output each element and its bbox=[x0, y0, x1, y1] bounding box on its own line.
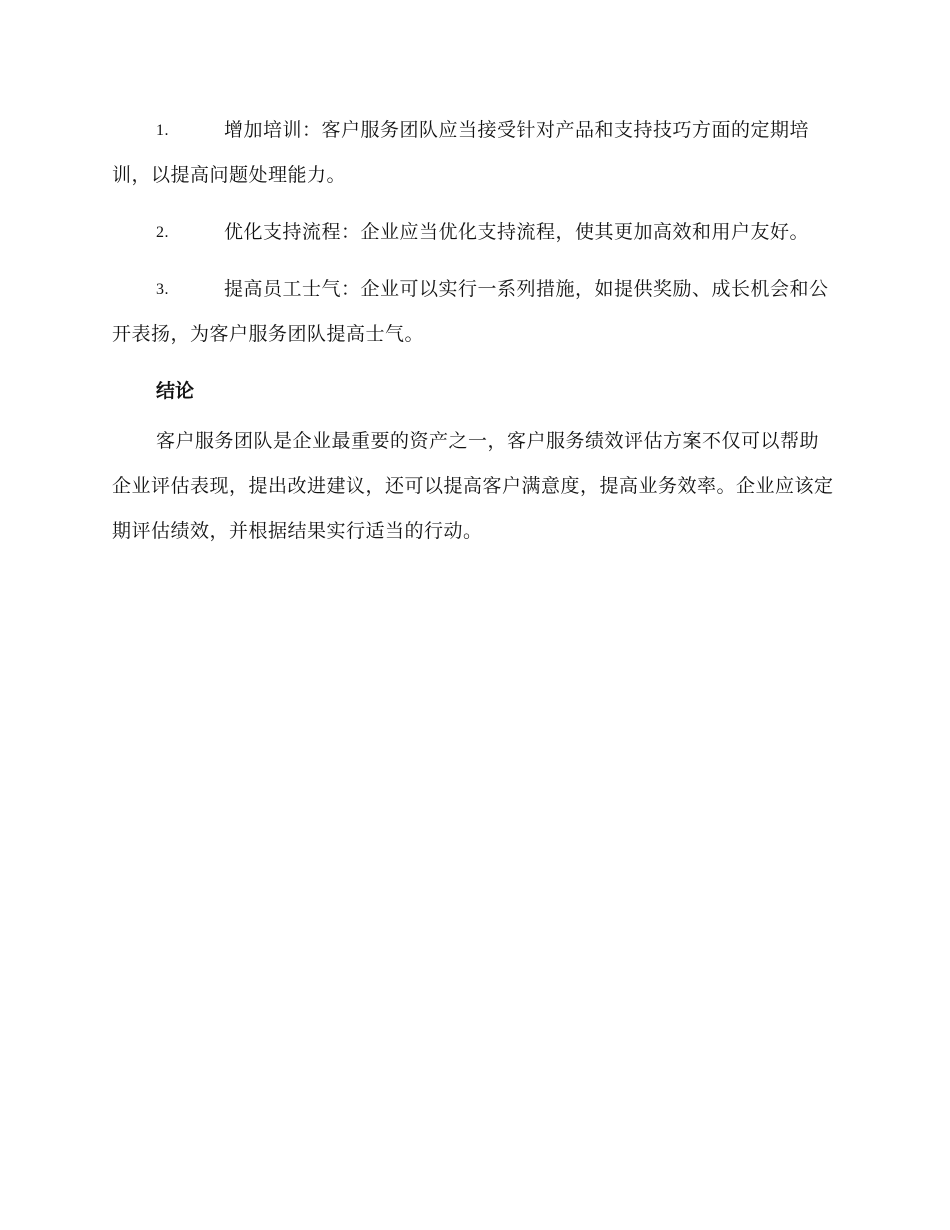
recommendation-text: 提高员工士气：企业可以实行一系列措施，如提供奖励、成长机会和公开表扬，为客户服务团队提高士气。 bbox=[112, 278, 829, 345]
recommendation-item bbox=[112, 267, 834, 357]
recommendation-item bbox=[112, 210, 834, 255]
document-body bbox=[112, 108, 834, 554]
recommendation-text: 增加培训：客户服务团队应当接受针对产品和支持技巧方面的定期培训，以提高问题处理能力。 bbox=[112, 119, 810, 186]
list-number: 1. bbox=[156, 122, 169, 139]
list-number: 3. bbox=[156, 281, 169, 298]
recommendation-item bbox=[112, 108, 834, 198]
conclusion-heading: 结论 bbox=[156, 380, 195, 402]
recommendation-text: 优化支持流程：企业应当优化支持流程，使其更加高效和用户友好。 bbox=[224, 221, 810, 243]
conclusion-paragraph: 客户服务团队是企业最重要的资产之一，客户服务绩效评估方案不仅可以帮助企业评估表现，提出改进建议，还可以提高客户满意度，提高业务效率。企业应该定期评估绩效，并根据结果实行适当的行动。 bbox=[112, 430, 834, 542]
list-number: 2. bbox=[156, 224, 169, 241]
